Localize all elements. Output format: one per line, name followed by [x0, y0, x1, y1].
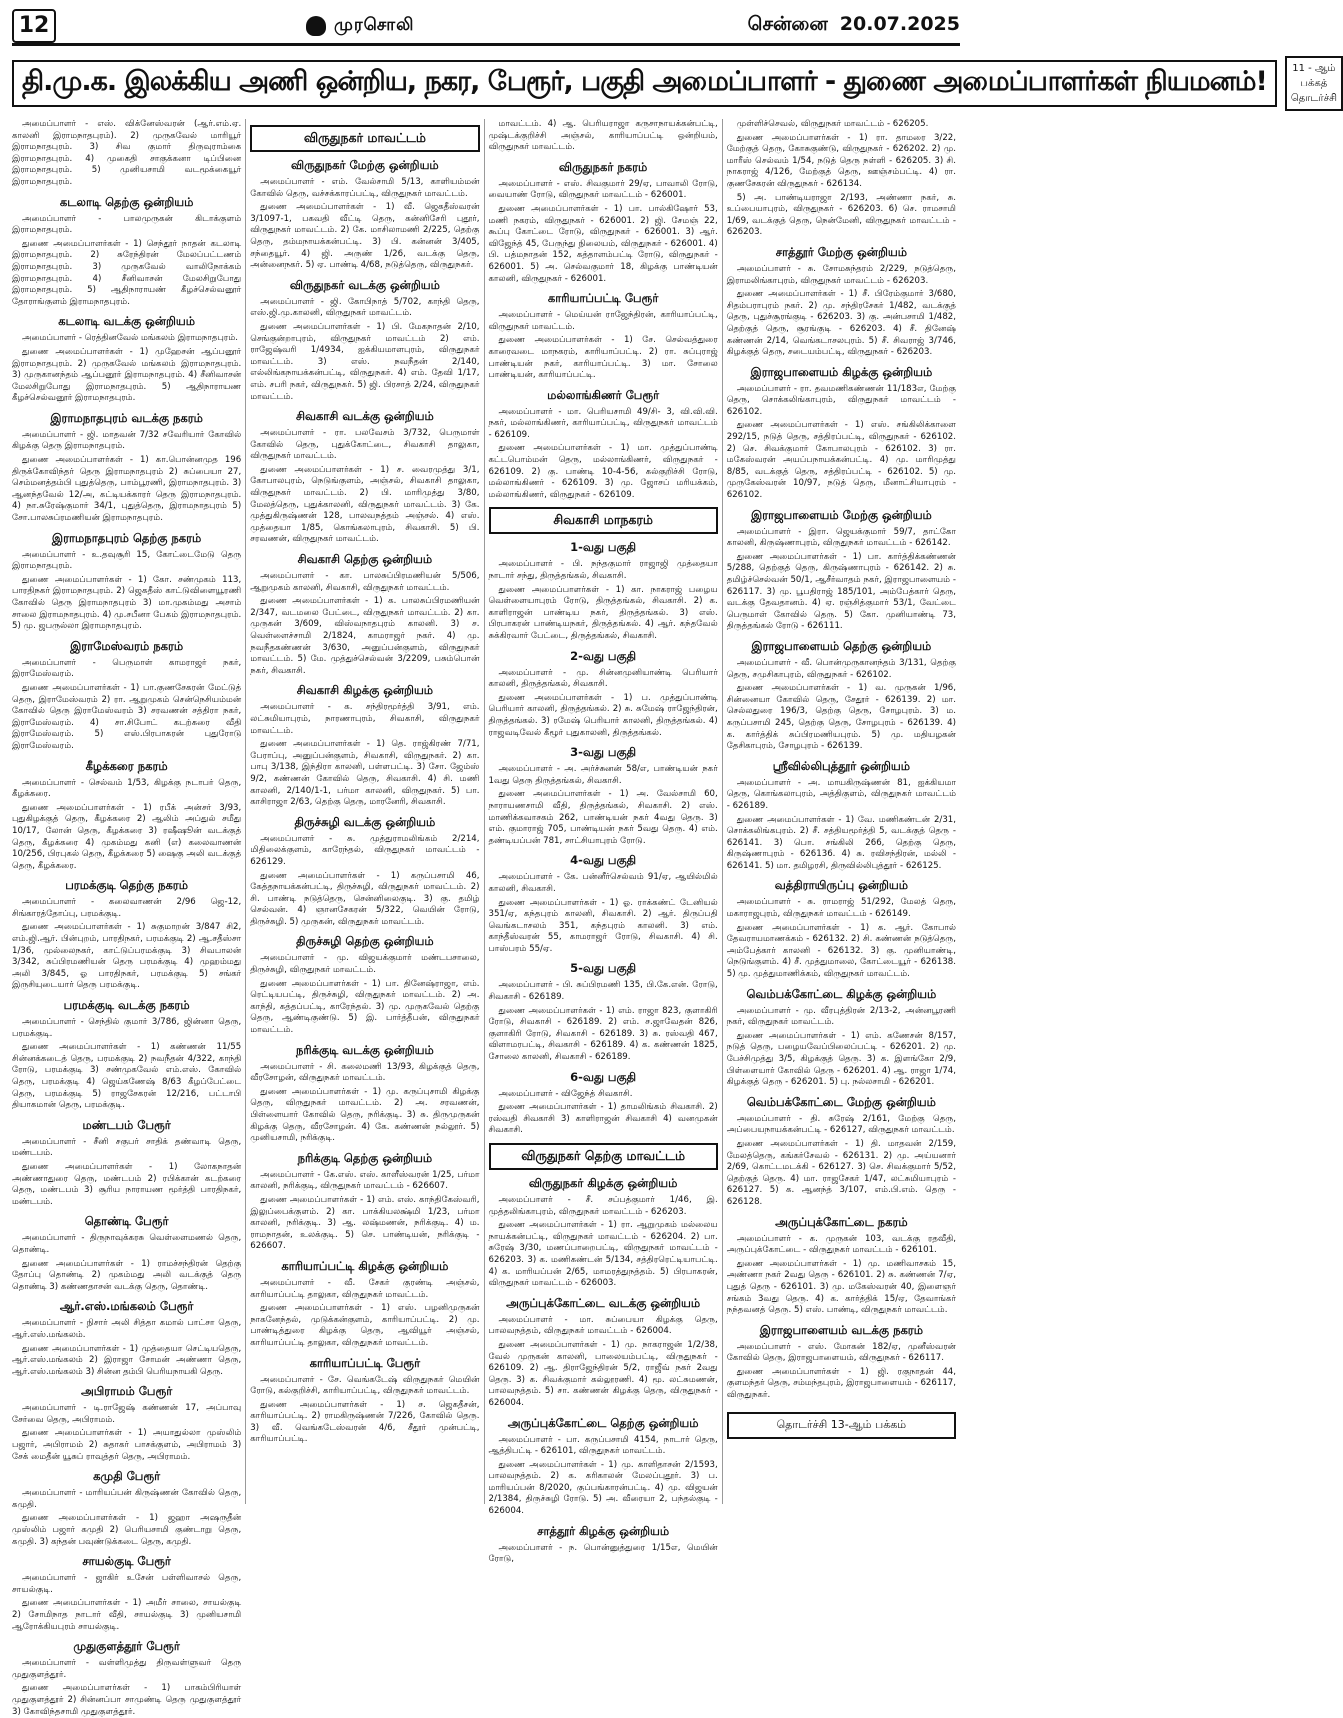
appointment-paragraph: துணை அமைப்பாளர்கள் - 1) ரா. ஆறுமுகம் மல்லைய நாயக்கன்பட்டி, விருதுநகர் மாவட்டம் - 626204. 2) பா. சுரேஷ் 3/30, மணப்பாறைபட்டி, விருதுநகர் மாவட்டம் - 626203. 3) க. மணிகண்டன் 5/134, சத்திரரெட்டியாபட்டி. 4) க. மாரியப்பன் 2/65, மாமரத்துநத்தம். 5) பிரபாகரன், விருதுநகர் மாவட்டம் - 626003. — [488, 1220, 718, 1289]
appointment-paragraph: துணை அமைப்பாளர்கள் - 1) எஸ். பழனிமுருகன் நாகனேந்தல், முடுக்கன்குளம், காரியாப்பட்டி. 2) மு. பாண்டித்துரை கிழக்கு தெரு, ஆவியூர் அஞ்சல், காரியாப்பட்டி தாலுகா, விருதுநகர் மாவட்டம். — [250, 1303, 480, 1348]
appointment-paragraph: அமைப்பாளர் - அ. அர்ச்சுனன் 58/எ, பாண்டியன் நகர் 1வது தெரு திருத்தங்கல், சிவகாசி. — [488, 764, 718, 786]
district-heading: விருதுநகர் தெற்கு மாவட்டம் — [489, 1143, 718, 1170]
dateline — [748, 13, 960, 38]
section-heading: 5-வது பகுதி — [570, 961, 637, 976]
appointment-paragraph: துணை அமைப்பாளர்கள் - 1) அமீர் சாலை, சாயல்குடி 2) சோமிநாத நாடார் வீதி, சாயல்குடி 3) முனியசாமி ஆரோக்கியபுரம் சாயல்குடி. — [12, 1598, 242, 1632]
appointment-paragraph: துணை அமைப்பாளர்கள் - 1) எம். ராஜா 823, குளாகிரி ரோடு, சிவகாசி - 626189. 2) எம். ச.ஜாவேதன் 826, குளாகிரி ரோடு, சிவகாசி - 626189. 3) சு. ரஸ்வதி 467, விளாமரபட்டி, சிவகாசி - 626189. 4) க. கண்ணன் 1825, சோலை காலனி, சிவகாசி - 626189. — [488, 1005, 718, 1063]
appointment-paragraph: அமைப்பாளர் - சி. கலைமணி 13/93, கிழக்குத் தெரு, வீரசோழன், விருதுநகர் மாவட்டம். — [250, 1061, 480, 1084]
appointment-paragraph: துணை அமைப்பாளர்கள் - 1) கோ. சண்முகம் 113, பாரதிநகர் இராமநாதபுரம். 2) ஜெகதீஸ் காட்டுவிளையூரணி கோவில் தெரு இராமநாதபுரம் 3) மா.முகம்மது அசாம் சாலை இராமநாதபுரம். 4) மு.சபீனா பேகம் இராமநாதபுரம். 5) மு. ஜபருல்லா இராமநாதபுரம். — [12, 574, 242, 632]
appointment-paragraph: துணை அமைப்பாளர்கள் - 1) பா. பால்கிஷோர் 53, மணி நகரம், விருதுநகர் - 626001. 2) ஜி. சேமஞ் 22, கூப்பு கோட்டை ரோடு, விருதுநகர் - 626001. 3) ஆர். விஜேந்த் 45, பேருந்து நிலையம், விருதுநகர் - 626001. 4) பி. பத்மநாதன் 152, கத்தாளம்பட்டி ரோடு, விருதுநகர் - 626001. 5) அ. செல்வகுமார் 18, கிழக்கு பாண்டியன் காலனி, விருதுநகர் - 626001. — [488, 203, 718, 284]
city: சென்னை — [747, 13, 828, 35]
appointment-paragraph: துணை அமைப்பாளர்கள் - 1) வீ. ஜெகதீஸ்வரன் 3/1097-1, பகவதி வீட்டி தெரு, கன்னிசேரி புதூர், விருதுநகர் மாவட்டம். 2) கே. மாசிலாமணி 2/225, தெற்கு தெரு, தம்மநாயக்கன்பட்டி. 3) பி. கன்னன் 3/405, சந்தையூர். 4) ஜி. அருண் 1/26, வடக்கு தெரு, அன்னைநகர். 5) ஏ. பாண்டி 4/68, நடுத்தெரு, விருதுநகர். — [250, 202, 480, 271]
appointment-paragraph: துணை அமைப்பாளர்கள் - 1) பி. மேகநாதன் 2/10, செங்குன்றாபுரம், விருதுநகர் மாவட்டம் 2) எம். ராஜேஷ்வரி 1/4934, ஐக்கியமாளபுரம், விருதுநகர் மாவட்டம். 3) எஸ். நவநீதன் 2/140, எல்லிங்கநாயக்கன்பட்டி, விருதுநகர். 4) எம். தேவி 1/17, எம். சபரி நகர், விருதுநகர். 5) ஜி. பிரசாத் 2/24, விருதுநகர் மாவட்டம். — [250, 321, 480, 402]
section-heading: விருதுநகர் வடக்கு ஒன்றியம் — [289, 277, 440, 292]
appointment-paragraph: அமைப்பாளர் - எஸ். விக்னேஸ்வரன் (ஆர்.எம்.ஏ. காலனி இராமநாதபுரம்). 2) முருகவேல் மாரியூர் இராமநாதபுரம். 3) சிவ குமார் திருவுராம்கை இராமநாதபுரம். 4) முகைதி சாகுக்கனா டிப்பினை இராமநாதபுரம். 5) முனியசாமி வடமூக்கையூர் இராமநாதபுரம். — [12, 119, 242, 187]
section-heading: அருப்புக்கோட்டை நகரம் — [775, 1214, 908, 1229]
appointment-paragraph: துணை அமைப்பாளர்கள் - 1) ராமச்சந்திரன் தெற்கு தோப்பு தொண்டி 2) முகம்மது அலி வடக்குத் தெரு தொண்டி 3) கண்ணதாசன் வடக்கு தெரு, தொண்டி. — [12, 1258, 242, 1292]
section-heading: காரியாப்பட்டி பேரூர் — [547, 291, 659, 306]
appointment-paragraph: அமைப்பாளர் - சு. சோமசுந்தரம் 2/229, நடுத்தெரு, இராமலிங்காபுரம், விருதுநகர் மாவட்டம் - 626203. — [726, 263, 956, 286]
appointment-paragraph: துணை அமைப்பாளர்கள் - 1) சீ. பிரேம்குமார் 3/680, சிதம்பராபுரம் நகர். 2) மு. சந்திரசேகர் 1/482, வடக்குத் தெரு, புதுச்சூரங்குடி - 626203. 3) கு. அன்பசாமி 1/482, தெற்குத் தெரு, சூரங்குடி - 626203. 4) சீ. தினேஷ் கண்ணன் 2/14, வெங்கடாசலபுரம். 5) சீ. சிவராஜ் 3/746, கிழக்குத் தெரு, சடையம்பட்டி, விருதுநகர் - 626203. — [726, 289, 956, 358]
appointment-paragraph: அமைப்பாளர் - செந்தில் குமார் 3/786, ஜின்னா தெரு, பரமக்குடி. — [12, 1017, 242, 1039]
section-heading: இராஜபாளையம் வடக்கு நகரம் — [759, 1322, 924, 1337]
appointment-paragraph: துணை அமைப்பாளர்கள் - 1) சுகுமாறன் 3/847 சி2, எம்.ஜி.ஆர். பின்புறம், பாரதிநகர், பரமக்குடி 2) ஆ.சதீஸ்சா 1/36, முல்லைநகர், காட்டுப்பரமக்குடி 3) சிவபாலன் 3/342, சுப்பிரமணியன் தெரு பரமக்குடி 4) முஹம்மது அலி 3/845, ஓ பாரதிநகர், பரமக்குடி 5) சங்கர் இருசியுடையார் தெரு பரமக்குடி. — [12, 922, 242, 991]
section-heading: வெம்பக்கோட்டை மேற்கு ஒன்றியம் — [746, 1094, 936, 1109]
appointment-paragraph: துணை அமைப்பாளர்கள் - 1) தி. மாதவன் 2/159, மேலத்தெரு, கங்கர்சேவல் - 626131. 2) மு. அய்யனார் 2/69, கொட்டமடக்கி - 626127. 3) செ. சிவக்குமார் 5/52, தெற்குத் தெரு. 4) மா. ராஜசேகர் 1/47, லட்சுமியாபுரம் - 626127. 5) க. ஆனந்த் 3/107, எம்.பி.எம். தெரு - 626128. — [726, 1138, 956, 1207]
appointment-paragraph: அமைப்பாளர் - ந. பொன்னுத்துரை 1/15எ, மெயின் ரோடு, — [488, 1542, 718, 1565]
appointment-paragraph: துணை அமைப்பாளர்கள் - 1) க. பாலசுப்பிரமணியன் 2/347, வடமலை பேட்டை, விருதுநகர் மாவட்டம். 2) கா. முருகன் 3/609, விஸ்வநாதபுரம் காலனி. 3) ச. வெள்ளைச்சாமி 2/1824, காமராஜர் நகர். 4) மு. நவநீதகண்ணன் 3/630, அனுப்பன்குளம், விருதுநகர் மாவட்டம். 5) மே. முத்துச்செல்வன் 3/2209, பசும்பொன் நகர், சிவகாசி. — [250, 596, 480, 676]
appointment-paragraph: அமைப்பாளர் - பி. சுப்பிரமணி 135, பி.கே.என். ரோடு, சிவகாசி - 626189. — [488, 980, 718, 1003]
section-heading: முதுகுளத்தூர் பேரூர் — [73, 1639, 180, 1654]
column-4 — [727, 119, 960, 1504]
section-heading: சாயல்குடி பேரூர் — [82, 1554, 171, 1569]
appointment-paragraph: அமைப்பாளர் - சீ. சப்பத்குமார் 1/46, இ. முத்தலிங்காபுரம், விருதுநகர் மாவட்டம் - 626203. — [488, 1195, 718, 1217]
appointment-paragraph: அமைப்பாளர் - திருநாவுக்கரசு வெள்ளைமணல் தெரு, தொண்டி. — [12, 1233, 242, 1255]
section-heading: நரிக்குடி தெற்கு ஒன்றியம் — [297, 1150, 433, 1165]
appointment-paragraph: அமைப்பாளர் - கலைவாணன் 2/96 ஜெ-12, சிங்காரத்தோப்பு, பரமக்குடி. — [12, 897, 242, 919]
section-heading: கடலாடி தெற்கு ஒன்றியம் — [59, 194, 194, 209]
appointment-paragraph: அமைப்பாளர் - கே.எஸ். எஸ். காளீஸ்வரன் 1/25, பர்மா காலனி, நரிக்குடி, விருதுநகர் மாவட்டம் - 626607. — [250, 1169, 480, 1192]
appointment-paragraph: அமைப்பாளர் - மா. பெரியசாமி 49/சி- 3, வி.வி.வி. நகர், மல்லாங்கிணர், காரியாப்பட்டி, விருதுநகர் மாவட்டம் - 626109. — [488, 406, 718, 440]
appointment-paragraph: அமைப்பாளர் - எம். வேல்சாமி 5/13, காளியம்மன் கோவில் தெரு, வச்சக்காரப்பட்டி, விருதுநகர் மாவட்டம். — [250, 177, 480, 199]
appointment-paragraph: அமைப்பாளர் - இரா. ஜெயக்குமார் 59/7, தாட்கோ காலனி, கிருஷ்ணாபுரம், விருதுநகர் மாவட்டம் - 626142. — [726, 526, 956, 549]
section-heading: வெம்பக்கோட்டை கிழக்கு ஒன்றியம் — [746, 986, 937, 1001]
section-heading: சாத்தூர் மேற்கு ஒன்றியம் — [775, 244, 907, 259]
section-heading: ஆர்.எஸ்.மங்கலம் பேரூர் — [59, 1299, 194, 1314]
badge-line: 11 - ஆம் பக்கத் — [1292, 63, 1336, 89]
appointment-paragraph: துணை அமைப்பாளர்கள் - 1) கா.பொன்னமுத 196 திருக்கோவிந்தர் தெரு இராமநாதபுரம் 2) சுப்பையா 27, செம்மனத்தம்பி புதுத்தெரு, பாம்பூரணி, இராமநாதபுரம். 3) ஆனந்தவேல் 12/அ, கட்டியக்காரர் தெரு இராமநாதபுரம். 4) நா.சுரேஷ்குமார் 34/1, புதுத்தெரு, இராமநாதபுரம் 5) சோ.பாலசுப்ரமணியன் இராமநாதபுரம். — [12, 455, 242, 524]
column-2 — [250, 119, 484, 1504]
appointment-paragraph: துணை அமைப்பாளர்கள் - 1) க. ஆர். கோபால் தேவராயமாணக்கம் - 626132. 2) சி. கண்ணன் நடுத்தெரு, அம்பேத்கார் காலனி - 626132. 3) கு. முனியாண்டி, நெடுங்குளம். 4) சீ. முத்துமாலை, கோட்டையூர் - 626138. 5) மு. முத்துமாணிக்கம், விருதுநகர் மாவட்டம். — [726, 922, 956, 980]
appointment-paragraph: அமைப்பாளர் - நிசார் அலி சித்தா கமால் பாட்சா தெரு, ஆர்.எஸ்.மங்கலம். — [12, 1318, 242, 1340]
section-heading: விருதுநகர் நகரம் — [558, 159, 648, 174]
appointment-paragraph: முள்ளிச்செவல், விருதுநகர் மாவட்டம் - 626205. — [736, 119, 929, 129]
appointment-paragraph: துணை அமைப்பாளர்கள் - 1) மு. மணிவாசகம் 15, அண்ணா நகர் 2வது தெரு - 626101. 2) சு. கண்ணன் 7/ஏ, புதுத் தெரு - 626101. 3) மு. மகேஸ்வரன் 40, இளைஞர் சங்கம் 3வது தெரு. 4) க. கார்த்திக் 15/ஏ, தேவாங்கர் நந்தவனத் தெரு. 5) எஸ். பாண்டி, விருதுநகர் மாவட்டம். — [726, 1258, 956, 1316]
column-1 — [12, 119, 246, 1717]
appointment-paragraph: அமைப்பாளர் - க. சந்திரமூர்த்தி 3/91, எம். லட்சுமியாபுரம், நாரணாபுரம், சிவகாசி, விருதுநகர் மாவட்டம். — [250, 702, 480, 736]
appointment-paragraph: துணை அமைப்பாளர்கள் - 1) லோகநாதன் அண்ணாதுரை தெரு, மண்டபம் 2) ரபிக்கான் கடற்கரை தெரு, மண்டபம் 3) சூரிய நாராயண மூர்த்தி பாரதிநகர், மண்டபம். — [12, 1161, 242, 1207]
section-heading: இராமநாதபுரம் வடக்கு நகரம் — [50, 410, 203, 425]
continuation-badge — [1285, 56, 1343, 111]
appointment-paragraph: அமைப்பாளர் - பா. கருப்பசாமி 4154, நாடார் தெரு, ஆத்திபட்டி - 626101, விருதுநகர் மாவட்டம். — [488, 1434, 718, 1457]
section-heading: தொண்டி பேரூர் — [84, 1214, 169, 1229]
section-heading: 6-வது பகுதி — [570, 1069, 637, 1084]
appointment-paragraph: துணை அமைப்பாளர்கள் - 1) கா. நாகராஜ் பழைய வெள்ளையாபுரம் ரோடு, திருத்தங்கல், சிவகாசி. 2) க. காளிராஜன் பாண்டிய நகர், திருத்தங்கல். 3) எஸ். பிரபாகரன் பாண்டியநகர், திருத்தங்கல். 4) ஆர். கந்தவேல் சுக்கிரவார் பேட்டை, திருத்தங்கல், சிவகாசி. — [488, 584, 718, 641]
section-heading: வத்திராயிருப்பு ஒன்றியம் — [774, 878, 908, 893]
appointment-paragraph: அமைப்பாளர் - மாரியப்பன் கிருஷ்ணன் கோவில் தெரு, கமுதி. — [12, 1488, 242, 1510]
appointment-paragraph: அமைப்பாளர் - பாலமுருகன் கிடாக்குளம் இராமநாதபுரம். — [12, 213, 242, 236]
appointment-paragraph: அமைப்பாளர் - வீ. சேகர் குரண்டி அஞ்சல், காரியாப்பட்டி தாலுகா, விருதுநகர் மாவட்டம். — [250, 1277, 480, 1300]
appointment-paragraph: துணை அமைப்பாளர்கள் - 1) தாமலிங்கம் சிவகாசி. 2) ரஸ்வதி சிவகாசி 3) காளிராஜன் சிவகாசி 4) வனமுகன் சிவகாசி. — [488, 1102, 718, 1136]
appointment-paragraph: துணை அமைப்பாளர்கள் - 1) முஹேசன் ஆப்பனூர் இராமநாதபுரம். 2) முருகவேல் மங்கலம் இராமநாதபுரம். 3) முருகானந்தம் ஆப்பனூர் இராமநாதபுரம். 4) சீனிவாசன் மேலசிறுபோது இராமநாதபுரம். 5) ஆதிநாராயண கீழச்செல்வனூர் இராமநாதபுரம். — [12, 346, 242, 404]
appointment-paragraph: துணை அமைப்பாளர்கள் - 1) ஜி. ரகுநாதன் 44, குளமந்தர் தெரு, சம்மந்தபுரம், இராஜபாளையம் - 626117, விருதுநகர். — [726, 1366, 956, 1401]
appointment-paragraph: அமைப்பாளர் - சு. முத்துராமலிங்கம் 2/214, மிதிலைக்குளம், காரேந்தல், விருதுநகர் மாவட்டம் - 626129. — [250, 833, 480, 867]
section-heading: காரியாப்பட்டி பேரூர் — [309, 1355, 421, 1370]
section-heading: சாத்தூர் கிழக்கு ஒன்றியம் — [537, 1523, 670, 1538]
section-heading: திருச்சுழி தெற்கு ஒன்றியம் — [296, 934, 434, 949]
section-heading: காரியாப்பட்டி கிழக்கு ஒன்றியம் — [281, 1258, 449, 1273]
appointment-paragraph: துணை அமைப்பாளர்கள் - 1) பா. கார்த்திக்கண்ணன் 5/288, தெற்குத் தெரு, கிருஷ்ணாபுரம் - 626142. 2) சு. தமிழ்ச்செல்வன் 50/1, ஆசீர்வாதம் நகர், இராஜபாளையம் - 626117. 3) மு. பூபதிராஜ் 185/101, அம்பேத்கார் தெரு, வடக்கு தேவதானம். 4) ஏ. ரஞ்சித்குமார் 53/1, வேட்டை பெருமாள் கோவில் தெரு. 5) கோ. முனியாண்டி 73, திருத்தங்கல் ரோடு - 626111. — [726, 551, 956, 632]
appointment-paragraph: துணை அமைப்பாளர்கள் - 1) ச. ஜெகதீசன், காரியாப்பட்டி. 2) ராமகிருஷ்ணன் 7/226, கோவில் தெரு. 3) வீ. வெங்கடேஸ்வரன் 4/6, சீதூர் முன்பட்டி, காரியாப்பட்டி. — [250, 1399, 480, 1445]
appointment-paragraph: அமைப்பாளர் - சு. ராமராஜ் 51/292, மேலத் தெரு, மகாராஜபுரம், விருதுநகர் மாவட்டம் - 626149. — [726, 897, 956, 920]
appointment-paragraph: அமைப்பாளர் - கா. பாலசுப்பிரமணியன் 5/506, ஆறுமுகம் காலனி, சிவகாசி, விருதுநகர் மாவட்டம். — [250, 571, 480, 593]
appointment-paragraph: துணை அமைப்பாளர்கள் - 1) மு. நாகராஜன் 1/2/38, வேல் முருகன் காலனி, பாலையம்பட்டி, விருதுநகர் - 626109. 2) ஆ. திராஜேந்திரன் 5/2, ராஜீவ் நகர் 2வது தெரு. 3) க. சிவக்குமார் கல்லூரணி. 4) மூ. லட்சுமணன், பாலவநத்தம். 5) சா. கண்ணன் கிழக்கு தெரு, விருதுநகர் - 626004. — [488, 1339, 718, 1408]
appointment-paragraph: அமைப்பாளர் - சே. வெங்கடேஷ் விருதுநகர் மெயின் ரோடு, கல்குறிச்சி, காரியாப்பட்டி, விருதுநகர் மாவட்டம். — [250, 1374, 480, 1397]
appointment-paragraph: துணை அமைப்பாளர்கள் - 1) மு. கருப்புசாமி கிழக்கு தெரு, விருதுநகர் மாவட்டம். 2) அ. சரவணன், பிள்ளையார் கோவில் தெரு, நரிக்குடி. 3) சு. திருமுருகன் கிழக்கு தெரு, வீரசோழன். 4) கே. கண்ணன் நல்லூர். 5) முனியசாமி, நரிக்குடி. — [250, 1086, 480, 1144]
section-heading: அருப்புக்கோட்டை வடக்கு ஒன்றியம் — [506, 1295, 701, 1310]
appointment-paragraph: அமைப்பாளர் - கே. பன்னீர்செல்வம் 91/ஏ, ஆயில்மில் காலனி, சிவகாசி. — [488, 872, 718, 894]
section-heading: சிவகாசி வடக்கு ஒன்றியம் — [295, 409, 434, 424]
headline: தி.மு.க. இலக்கிய அணி ஒன்றிய, நகர, பேரூர், பகுதி அமைப்பாளர் - துணை அமைப்பாளர்கள் நியமனம்! — [12, 60, 1277, 107]
appointment-paragraph: அமைப்பாளர் - டி.ராஜேஷ் கண்ணன் 17, அப்பாவு சேர்வை தெரு, அபிராமம். — [12, 1403, 242, 1425]
section-heading: கமுதி பேரூர் — [93, 1469, 161, 1484]
appointment-paragraph: அமைப்பாளர் - ஜி. மாதவன் 7/32 சவேரியார் கோவில் கிழக்கு தெரு இராமநாதபுரம். — [12, 429, 242, 452]
appointment-paragraph: துணை அமைப்பாளர்கள் - 1) எம். கணேசன் 8/157, நடுத் தெரு, பழையவேப்பிலைப்பட்டி - 626201. 2) மு. பேச்சிமுத்து 3/5, கிழக்குத் தெரு. 3) க. இளங்கோ 2/9, பிள்ளையார் கோவில் தெரு - 626201. 4) ஆ. ராஜா 1/74, கிழக்குத் தெரு - 626201. 5) பு. நல்லசாமி - 626201. — [726, 1030, 956, 1088]
district-heading: விருதுநகர் மாவட்டம் — [250, 125, 479, 152]
appointment-paragraph: துணை அமைப்பாளர்கள் - 1) மா. முத்துப்பாண்டி கட்டபொம்மன் தெரு, மல்லாங்கிணர், விருதுநகர் - 626109. 2) கு. பாண்டி 10-4-56, கல்குறிச்சி ரோடு, மல்லாங்கிணர் - 626109. 3) மு. ஜோசப் மரியக்கம், மல்லாங்கிணர், விருதுநகர் - 626109. — [488, 443, 718, 500]
section-heading: இராஜபாளையம் தெற்கு ஒன்றியம் — [751, 638, 932, 653]
appointment-paragraph: அமைப்பாளர் - விஜேந்த் சிவகாசி. — [498, 1088, 633, 1099]
appointment-paragraph: துணை அமைப்பாளர்கள் - 1) ரா. தாமரை 3/22, மேற்குத் தெரு, கோசுகுண்டு, விருதுநகர் - 626202. 2) மு. மாரீஸ் செல்வம் 1/54, நடுத் தெரு நள்ளி - 626205. 3) சி. நாகராஜ் 4/126, மேற்குத் தெரு, ஊஞ்சம்பட்டி. 4) ரா. குணசேகரன் விருதுநகர் - 626134. — [726, 132, 956, 189]
page-number: 12 — [12, 9, 56, 43]
appointment-paragraph: அமைப்பாளர் - மா. சுப்பையா கிழக்கு தெரு, பாலவநத்தம், விருதுநகர் மாவட்டம் - 626004. — [488, 1314, 718, 1337]
appointment-paragraph: அமைப்பாளர் - பெருமாள் காமராஜர் நகர், இராமேஸ்வரம். — [12, 657, 242, 680]
appointment-paragraph: துணை அமைப்பாளர்கள் - 1) ஓ. ராக்கண்ட் டேனியல் 351/ஏ, கந்தபுரம் காலனி, சிவகாசி. 2) ஆர். திருப்பதி வெங்கடாசலம் 351, கந்தபுரம் காலனி. 3) எம். காந்தீஸ்வரன் 55, காமராஜர் ரோடு, சிவகாசி. 4) சி. பாஸ்பரம் 55/ஏ. — [488, 897, 718, 954]
appointment-paragraph: அமைப்பாளர் - சீனி சகுபர் சாதிக் தண்வாடி தெரு, மண்டபம். — [12, 1136, 242, 1159]
appointment-paragraph: அமைப்பாளர் - மு. சின்னமுனியாண்டி பெரியார் காலனி, திருத்தங்கல், சிவகாசி. — [488, 667, 718, 690]
appointment-paragraph: அமைப்பாளர் - தி. சுரேஷ் 2/161, மேற்கு தெரு, அப்பையநாயக்கன்பட்டி - 626127, விருதுநகர் மாவட்டம். — [726, 1113, 956, 1136]
continuation-note: தொடர்ச்சி 13-ஆம் பக்கம் — [727, 1412, 956, 1439]
section-heading: சிவகாசி தெற்கு ஒன்றியம் — [297, 552, 433, 567]
section-heading: பரமக்குடி வடக்கு நகரம் — [63, 998, 190, 1013]
appointment-paragraph: அமைப்பாளர் - அ. மாயகிருஷ்ணன் 81, ஐக்கியமா தெரு, கொங்கலாபுரம், அத்திகுளம், விருதுநகர் மாவட்டம் - 626189. — [726, 777, 956, 811]
appointment-paragraph: துணை அமைப்பாளர்கள் - 1) ஜஹா அஷருதீன் முஸ்லிம் பஜார் கமுதி 2) பெரியசாமி குண்டாறு தெரு, கமுதி. 3) கந்தன் பவுண்டுக்கடை தெரு, கமுதி. — [12, 1513, 242, 1547]
appointment-paragraph: துணை அமைப்பாளர்கள் - 1) செந்தூர் நாதன் கடலாடி இராமநாதபுரம். 2) சுரேந்திரன் மேலப்பட்டணம் இராமநாதபுரம். 3) முருகவேல் வாலிநோக்கம் இராமநாதபுரம். 4) சீனிவாசன் மேலசிறுபோது இராமநாதபுரம். 5) ஆதிநாராயண் கீழச்செல்வனூர் தோராங்குளம் இராமநாதபுரம். — [12, 238, 242, 307]
appointment-paragraph: துணை அமைப்பாளர்கள் - 1) ப. முத்துப்பாண்டி பெரியார் காலனி, திருத்தங்கல். 2) சு. சுமேஷ் ராஜேந்திரன், திருத்தங்கல். 3) ரமேஷ் பெரியார் காலனி, திருத்தங்கல். 4) ராஜவடிவேல் கீழூர் புதுகாலனி, திருத்தங்கல். — [488, 692, 718, 738]
section-heading: இராமநாதபுரம் தெற்கு நகரம் — [51, 530, 202, 545]
appointment-paragraph: துணை அமைப்பாளர்கள் - 1) அயாதுல்லா முஸ்லிம் பஜார், அபிராமம் 2) சுதாகர் பாசக்குளம், அபிராமம் 3) சேக் மைதீன் யூசுப் ராவுத்தர் தெரு, அபிராமம். — [12, 1428, 242, 1462]
section-heading: கடலாடி வடக்கு ஒன்றியம் — [58, 314, 195, 329]
appointment-paragraph: துணை அமைப்பாளர்கள் - 1) பா. தினேஷ்ராஜா, எம். ரெட்டியபட்டி, திருச்சுழி, விருதுநகர் மாவட்டம். 2) அ. காந்தி, கத்தப்பட்டி, காரேந்தல். 3) மு. முருகவேல் தெற்கு தெரு, ஆண்டிகுண்டு. 5) இ. பார்த்தீபன், விருதுநகர் மாவட்டம். — [250, 978, 480, 1036]
appointment-paragraph: துணை அமைப்பாளர்கள் - 1) வே. மணிகண்டன் 2/31, சொக்கலிங்கபுரம். 2) சீ. சத்தியமூர்த்தி 5, வடக்குத் தெரு - 626141. 3) பொ. சங்கிலி 266, தெற்கு தெரு, கிருஷ்ணாபுரம் - 626136. 4) சு. ரவிசந்திரன், மல்லி - 626141. 5) மா. தமிழரசி, திருவில்லிபுத்தூர் - 626125. — [726, 814, 956, 871]
section-heading: மல்லாங்கிணர் பேரூர் — [547, 387, 660, 402]
masthead — [12, 8, 960, 46]
section-heading: பரமக்குடி தெற்கு நகரம் — [65, 878, 189, 893]
appointment-paragraph: துணை அமைப்பாளர்கள் - 1) ச. வைரமுத்து 3/1, கோபாலபுரம், நெடுங்குளம், அஞ்சல், சிவகாசி தாலுகா, விருதுநகர் மாவட்டம். 2) பி. மாரிமுத்து 3/80, மேலத்தெரு, புதுக்காலனி, விருதுநகர் மாவட்டம். 3) கே. முத்துகிருஷ்ணன் 128, பாலவநத்தம் அஞ்சல். 4) எஸ். முத்தையா 1/85, கொங்கலாபுரம், சிவகாசி. 5) பி. சரவணன், விருதுநகர் மாவட்டம். — [250, 464, 480, 545]
appointment-paragraph: துணை அமைப்பாளர்கள் - 1) ரபீக் அன்சர் 3/93, புதுகிழக்குத் தெரு, கீழக்கரை 2) ஆலிம் அப்துல் சமீது 10/17, லோன் தெரு, கீழக்கரை 3) ரஷீஷூன் வடக்குத் தெரு, கீழக்கரை 4) முகம்மது கனி (எ) கலைவாணன் 10/256, பிரபுகல் தெரு, கீழக்கரை 5) ஷைகு அலி வடக்குத் தெரு, கீழக்கரை. — [12, 802, 242, 871]
appointment-paragraph: அமைப்பாளர் - க. முருகன் 103, வடக்கு ரதவீதி, அருப்புக்கோட்டை - விருதுநகர் மாவட்டம் - 626101. — [726, 1233, 956, 1256]
appointment-paragraph: அமைப்பாளர் - எஸ். மோகன் 182/ஏ, முனீஸ்வரன் கோவில் தெரு, இராஜபாளையம், விருதுநகர் - 626117. — [726, 1341, 956, 1364]
section-heading: இராஜபாளையம் கிழக்கு ஒன்றியம் — [750, 364, 933, 379]
badge-line: தொடர்ச்சி — [1290, 93, 1337, 104]
rising-sun-icon — [306, 16, 326, 36]
section-heading: திருச்சுழி வடக்கு ஒன்றியம் — [294, 814, 436, 829]
appointment-paragraph: துணை அமைப்பாளர்கள் - 1) மு. காளிதாசன் 2/1593, பாலவநத்தம். 2) க. கரிகாலன் மேலப்புதூர். 3) ப. மாரியப்பன் 8/2020, குப்பங்காரன்பட்டி. 4) மு. விஜயன் 2/1384, திருச்சுழி ரோடு. 5) அ. வீரையா 2, பந்தல்குடி - 626004. — [488, 1459, 718, 1517]
appointment-paragraph: அமைப்பாளர் - ரெத்தினவேல் மங்கலம் இராமநாதபுரம். — [22, 333, 238, 344]
appointment-paragraph: துணை அமைப்பாளர்கள் - 1) சே. செல்வத்துரை காரைவடை மாநகரம், காரியாப்பட்டி. 2) ரா. சுப்புராஜ் பாண்டியன் நகர், காரியாப்பட்டி. 3) மா. சோலை பாண்டியன், காரியாப்பட்டி. — [488, 335, 718, 381]
appointment-paragraph: துணை அமைப்பாளர்கள் - 1) தெ. ராஜ்கிரண் 7/71, பேராப்பு, அனுப்பன்குளம், சிவகாசி, விருதுநகர். 2) கா. பாபு 3/138, இந்திரா காலனி, பள்ளபட்டி. 3) சோ. ஜேம்ஸ் 9/2, கண்ணன் கோவில் தெரு, சிவகாசி. 4) சி. மணி காலனி, 2/140/1-1, பர்மா காலனி, விருதுநகர். 5) பா. காசிராஜா 2/63, தெற்கு தெரு, மாரனேரி, சிவகாசி. — [250, 739, 480, 808]
appointment-paragraph: துணை அமைப்பாளர்கள் - 1) கண்ணன் 11/55 சின்னக்கடைத் தெரு, பரமக்குடி 2) நவநீதன் 4/322, காந்தி ரோடு, பரமக்குடி 3) சண்முகவேல் எம்.எஸ். கோவில் தெரு, பரமக்குடி 4) ஜெய்கணேஷ் 8/63 கீழப்பேட்டை தெரு, பரமக்குடி 5) ராஜசேகரன் 12/216, பட்டாபி தியாகமான் தெரு, பரமக்குடி. — [12, 1042, 242, 1111]
headline-row — [12, 56, 1337, 111]
appointment-paragraph: அமைப்பாளர் - வள்ளிமுத்து திருவள்ளுவர் தெரு முதுகுளத்தூர். — [12, 1658, 242, 1680]
section-heading: நரிக்குடி வடக்கு ஒன்றியம் — [295, 1042, 434, 1057]
appointment-paragraph: அமைப்பாளர் - வீ. பொன்முருகானந்தம் 3/131, தெற்கு தெரு, சமுசிகாபுரம், விருதுநகர் - 626102. — [726, 657, 956, 680]
appointment-paragraph: அமைப்பாளர் - ரா. பலவேசம் 3/732, பெருமாள் கோவில் தெரு, புதுக்கோட்டை, சிவகாசி தாலுகா, விருதுநகர் மாவட்டம். — [250, 428, 480, 462]
article-columns — [12, 119, 960, 1717]
paper-logo — [306, 15, 415, 37]
appointment-paragraph: துணை அமைப்பாளர்கள் - 1) எஸ். சங்கிலிக்காளை 292/15, நடுத் தெரு, சத்திரப்பட்டி, விருதுநகர் - 626102. 2) செ. சிவக்குமார் கோபாலபுரம் - 626102. 3) ரா. மகேஸ்வரன் அயப்பநாயக்கன்பட்டி. 4) மு. மாரிமுத்து 8/85, வடக்குத் தெரு, சத்திரப்பட்டி - 626102. 5) மு. முருகேஸ்வரன் 10/97, நடுத் தெரு, மீனாட்சியாபுரம் - 626102. — [726, 420, 956, 501]
appointment-paragraph: அமைப்பாளர் - ஜாகிர் உசேன் பள்ளிவாசல் தெரு, சாயல்குடி. — [12, 1573, 242, 1595]
section-heading: 4-வது பகுதி — [570, 853, 637, 868]
appointment-paragraph: துணை அமைப்பாளர்கள் - 1) பாகம்பிரியாள் முதுகுளத்தூர் 2) சின்னப்பா சாமுண்டி தெரு முதுகுளத்தூர் 3) கோவிந்தசாமி முதுகுளத்தூர். — [12, 1683, 242, 1717]
appointment-paragraph: அமைப்பாளர் - மு. விஜயக்குமார் மண்டபசாலை, திருச்சுழி, விருதுநகர் மாவட்டம். — [250, 953, 480, 976]
section-heading: 1-வது பகுதி — [570, 540, 637, 555]
section-heading: 3-வது பகுதி — [570, 745, 637, 760]
appointment-paragraph: அமைப்பாளர் - ஜி. கோபிநாத் 5/702, காந்தி தெரு, எஸ்.ஜி.மு.காலனி, விருதுநகர் மாவட்டம். — [250, 296, 480, 319]
appointment-paragraph: அமைப்பாளர் - பி. நந்தகுமார் ராஜாஜி முத்தையா நாடார் சந்து, திருத்தங்கல், சிவகாசி. — [488, 559, 718, 582]
appointment-paragraph: அமைப்பாளர் - எஸ். சிவகுமார் 29/ஏ, பாவாலி ரோடு, வையாண் ரோடு, விருதுநகர் மாவட்டம் - 626001. — [488, 178, 718, 201]
appointment-paragraph: துணை அமைப்பாளர்கள் - 1) அ. வேல்சாமி 60, நாராயணசாமி வீதி, திருத்தங்கல், சிவகாசி. 2) எஸ். மாணிக்கவாசகம் 262, பாண்டியன் நகர் 4வது தெரு. 3) எம். குமாராஜ் 705, பாண்டியன் நகர் 5வது தெரு. 4) எம். தண்டியப்பன் 781, சாட்சியாபுரம் ரோடு. — [488, 789, 718, 846]
section-heading: இராமேஸ்வரம் நகரம் — [70, 638, 184, 653]
paper-name: முரசொலி — [334, 14, 415, 35]
section-heading: ஸ்ரீவில்லிபுத்தூர் ஒன்றியம் — [772, 758, 911, 773]
appointment-paragraph: அமைப்பாளர் - உ.தவுசூரி 15, கோட்டைமேடு தெரு இராமநாதபுரம். — [12, 549, 242, 572]
section-heading: அபிராமம் பேரூர் — [81, 1384, 173, 1399]
appointment-paragraph: துணை அமைப்பாளர்கள் - 1) வ. முருகன் 1/96, சின்னையா கோவில் தெரு, சேதூர் - 626139. 2) மா. செல்லதுரை 196/3, தெற்கு தெரு, சோழபுரம். 3) ம. கருப்பசாமி 245, தெற்கு தெரு, சோழபுரம் - 626139. 4) க. கார்த்திக் சுப்பிரமணியபுரம். 5) மு. மதியழகன் தேசிகாபுரம், சோழபுரம் - 626139. — [726, 683, 956, 752]
section-heading: மண்டபம் பேரூர் — [82, 1117, 171, 1132]
appointment-paragraph: அமைப்பாளர் - ரா. தவமணிகண்ணன் 11/183எ, மேற்கு தெரு, சொக்கலிங்காபுரம், விருதுநகர் மாவட்டம் - 626102. — [726, 383, 956, 417]
appointment-paragraph: துணை அமைப்பாளர்கள் - 1) எம். எஸ். காந்திகேஸ்வரி, இலுப்பைக்குளம். 2) கா. பாக்கியலக்ஷ்மி 1/23, பர்மா காலனி, நரிக்குடி. 3) ஆ. லஷ்மணன், நரிக்குடி. 4) ம. ராமநாதன், உலக்குடி. 5) செ. பாண்டியன், நரிக்குடி - 626607. — [250, 1194, 480, 1252]
appointment-paragraph: துணை அமைப்பாளர்கள் - 1) கருப்பசாமி 46, கேத்தநாயக்கன்பட்டி, திருச்சுழி, விருதுநகர் மாவட்டம். 2) சி. பாண்டி நடுத்தெரு, சென்னிலைகுடி. 3) கு. தமிழ் செல்வன். 4) ஞானசேகரன் 5/322, வெயின் ரோடு, திருச்சுழி. 5) முருகன், விருதுநகர் மாவட்டம். — [250, 870, 480, 927]
section-heading: இராஜபாளையம் மேற்கு ஒன்றியம் — [750, 507, 932, 522]
date: 20.07.2025 — [839, 13, 960, 35]
column-3 — [488, 119, 723, 1565]
appointment-paragraph: மாவட்டம். 4) ஆ. பெரியராஜா கருசாநாயக்கன்பட்டி, முஷ்டக்குறிச்சி அஞ்சல், காரியாப்பட்டி ஒன்றியம், விருதுநகர் மாவட்டம். — [488, 119, 718, 153]
section-heading: 2-வது பகுதி — [570, 648, 637, 663]
appointment-paragraph: அமைப்பாளர் - மெய்யன் ராஜேந்திரன், காரியாப்பட்டி, விருதுநகர் மாவட்டம். — [488, 310, 718, 332]
section-heading: சிவகாசி கிழக்கு ஒன்றியம் — [296, 683, 434, 698]
section-heading: விருதுநகர் கிழக்கு ஒன்றியம் — [528, 1176, 678, 1190]
section-heading: கீழக்கரை நகரம் — [85, 758, 168, 773]
appointment-paragraph: அமைப்பாளர் - மு. வீரபுத்திரன் 2/13-2, அன்னபூரணி நகர், விருதுநகர் மாவட்டம். — [726, 1005, 956, 1028]
appointment-paragraph: துணை அமைப்பாளர்கள் - 1) பா.குணசேகரன் மேட்டுத் தெரு, இராமேஸ்வரம் 2) ரா. ஆறுமுகம் சென்நெசியம்மன் கோவில் தெரு இராமேஸ்வரம் 3) சரவணன் சத்திரா நகர், இராமேஸ்வரம். 4) சா.சிபோட் கடற்கரை வீதி இராமேஸ்வரம். 5) எஸ்.பிரபாகரன் புதுரோடு இராமேஸ்வரம். — [12, 682, 242, 751]
section-heading: விருதுநகர் மேற்கு ஒன்றியம் — [291, 158, 439, 172]
district-heading: சிவகாசி மாநகரம் — [489, 507, 718, 534]
appointment-paragraph: அமைப்பாளர் - செல்வம் 1/53, கிழக்கு நடாபர் தெரு, கீழக்கரை. — [12, 777, 242, 800]
appointment-paragraph: துணை அமைப்பாளர்கள் - 1) முத்தையா செட்டியதெரு, ஆர்.எஸ்.மங்கலம் 2) இராஜா சோமன் அண்ணா தெரு, ஆர்.எஸ்.மங்கலம் 3) சின்ன தம்பி பெரியநாயகி தெரு. — [12, 1343, 242, 1377]
section-heading: அருப்புக்கோட்டை தெற்கு ஒன்றியம் — [507, 1415, 699, 1430]
appointment-paragraph: 5) அ. பாண்டியராஜா 2/193, அண்ணா நகர், சு. உப்பையாபுரம், விருதுநகர் - 626203. 6) செ. ராமசாமி 1/69, வடக்குத் தெரு, நென்மேனி, விருதுநகர் மாவட்டம் - 626203. — [726, 192, 956, 238]
